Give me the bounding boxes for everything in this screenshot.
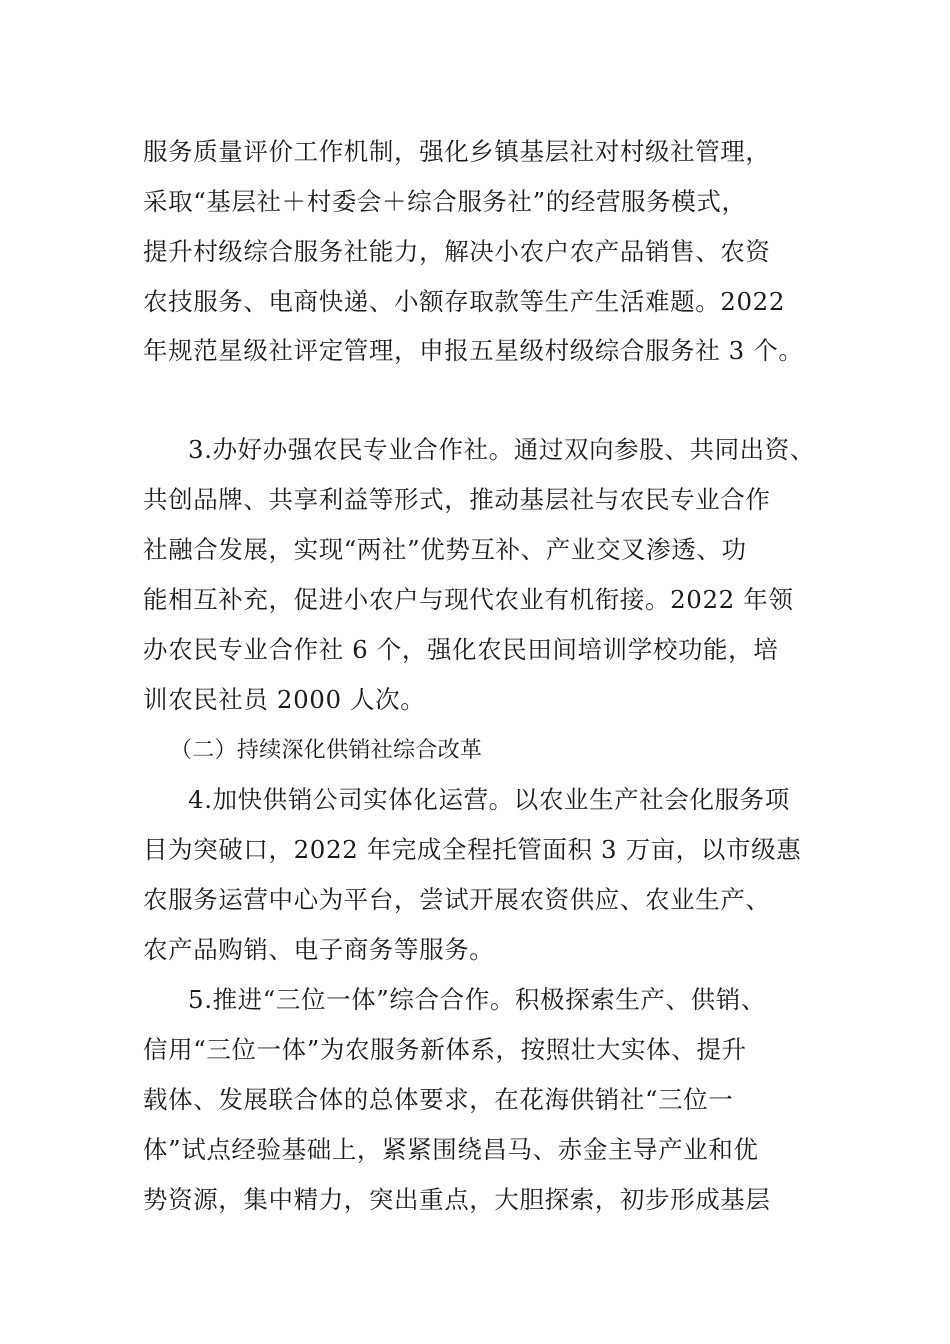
- text-line: 体”试点经验基础上，紧紧围绕昌马、赤金主导产业和优: [143, 1135, 759, 1164]
- text-line: 采取“基层社＋村委会＋综合服务社”的经营服务模式，: [143, 187, 747, 216]
- text-line: 3.办好办强农民专业合作社。通过双向参股、共同出资、: [188, 435, 815, 464]
- text-line: 训农民社员 2000 人次。: [143, 685, 426, 714]
- text-line: 服务质量评价工作机制，强化乡镇基层社对村级社管理，: [143, 137, 771, 166]
- text-line: 信用“三位一体”为农服务新体系，按照壮大实体、提升: [143, 1035, 747, 1064]
- text-line: 共创品牌、共享利益等形式，推动基层社与农民专业合作: [143, 485, 771, 514]
- text-line: 农技服务、电商快递、小额存取款等生产生活难题。2022: [143, 287, 786, 316]
- section-heading-text: （二）持续深化供销社综合改革: [170, 738, 483, 763]
- text-line: 4.加快供销公司实体化运营。以农业生产社会化服务项: [188, 785, 790, 814]
- text-line: 农产品购销、电子商务等服务。: [143, 935, 495, 964]
- text-line: 农服务运营中心为平台，尝试开展农资供应、农业生产、: [143, 885, 771, 914]
- text-line: 目为突破口，2022 年完成全程托管面积 3 万亩，以市级惠: [143, 835, 802, 864]
- text-line: 能相互补充，促进小农户与现代农业有机衔接。2022 年领: [143, 585, 794, 614]
- text-line: 年规范星级社评定管理，申报五星级村级综合服务社 3 个。: [143, 336, 804, 365]
- text-line: 势资源，集中精力，突出重点，大胆探索，初步形成基层: [143, 1185, 771, 1214]
- text-line: 5.推进“三位一体”综合合作。积极探索生产、供销、: [188, 985, 766, 1014]
- text-line: 载体、发展联合体的总体要求，在花海供销社“三位一: [143, 1085, 734, 1114]
- text-line: 提升村级综合服务社能力，解决小农户农产品销售、农资: [143, 237, 771, 266]
- text-line: 社融合发展，实现“两社”优势互补、产业交叉渗透、功: [143, 535, 747, 564]
- text-line: 办农民专业合作社 6 个，强化农民田间培训学校功能，培: [143, 635, 779, 664]
